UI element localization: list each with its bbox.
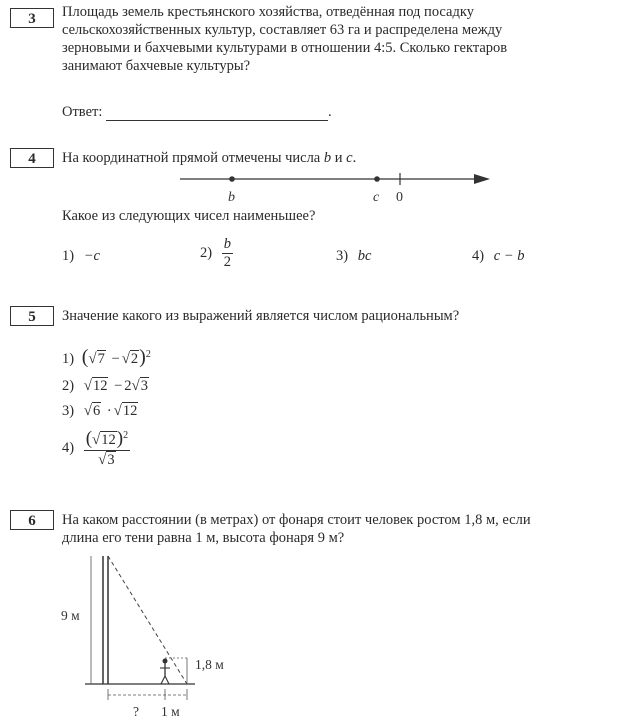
task-4-option-2[interactable] bbox=[200, 236, 233, 271]
answer-end-dot: . bbox=[328, 104, 332, 120]
task-6-line-1: На каком расстоянии (в метрах) от фонаря стоит человек ростом 1,8 м, если bbox=[62, 512, 531, 528]
fraction-denominator: √3 bbox=[98, 452, 115, 468]
option-number: 4) bbox=[62, 440, 75, 456]
sqrt-symbol: √ bbox=[131, 378, 140, 394]
task-number-4: 4 bbox=[10, 148, 54, 168]
task-number-5: 5 bbox=[10, 306, 54, 326]
fraction-expression bbox=[84, 428, 130, 469]
task-5-option-3[interactable] bbox=[62, 402, 138, 420]
person-head bbox=[163, 659, 168, 664]
task-number-6: 6 bbox=[10, 510, 54, 530]
radicand: 3 bbox=[107, 452, 115, 468]
option-number: 1) bbox=[62, 351, 75, 367]
answer-line bbox=[62, 104, 332, 121]
sqrt-symbol: √ bbox=[113, 403, 122, 419]
radicand: 6 bbox=[92, 403, 101, 419]
task-5-prompt: Значение какого из выражений является числом рациональным? bbox=[62, 308, 460, 324]
task-5-option-2[interactable] bbox=[62, 377, 149, 395]
dot-operator: · bbox=[106, 403, 112, 419]
number-line bbox=[170, 168, 500, 208]
label-question: ? bbox=[133, 704, 139, 719]
task-4-question: Какое из следующих чисел наименьшее? bbox=[62, 208, 316, 224]
sqrt-symbol: √ bbox=[83, 403, 92, 419]
label-1-8m: 1,8 м bbox=[195, 657, 224, 672]
task-3-line-3: зерновыми и бахчевыми культурами в отношении 4:5. Сколько гектаров bbox=[62, 40, 508, 56]
radicand: 12 bbox=[92, 378, 108, 394]
minus-sign: − bbox=[111, 351, 120, 367]
minus-sign: − bbox=[114, 378, 123, 394]
option-number: 2) bbox=[62, 378, 75, 394]
option-number: 1) bbox=[62, 248, 75, 264]
answer-label: Ответ: bbox=[62, 104, 103, 120]
task-4-option-3[interactable] bbox=[336, 248, 371, 265]
fraction-numerator: $(√12)^2$ bbox=[85, 428, 129, 449]
lamp-diagram bbox=[55, 548, 255, 724]
option-expression: c − b bbox=[493, 248, 525, 264]
task-3-line-4: занимают бахчевые культуры? bbox=[62, 58, 251, 74]
option-number: 4) bbox=[472, 248, 485, 264]
option-expression: −c bbox=[83, 248, 100, 264]
option-number: 2) bbox=[200, 245, 213, 261]
task-4-dot: . bbox=[352, 150, 357, 166]
task-4-prompt bbox=[62, 150, 356, 167]
task-3-line-2: сельскохозяйственных культур, составляет 63 га и распределена между bbox=[62, 22, 503, 38]
axis-label-0: 0 bbox=[396, 190, 403, 205]
answer-field[interactable] bbox=[106, 106, 328, 121]
number-line-arrow bbox=[474, 174, 490, 184]
task-4-option-4[interactable] bbox=[472, 248, 524, 265]
sqrt-symbol: √ bbox=[88, 351, 97, 367]
radicand: 2 bbox=[130, 351, 139, 367]
option-expression: bc bbox=[357, 248, 372, 264]
person-leg-left bbox=[161, 676, 165, 684]
task-4-and: и bbox=[334, 150, 343, 166]
task-4-var-c: c bbox=[346, 150, 353, 166]
task-4-option-1[interactable] bbox=[62, 248, 100, 265]
exponent: 2 bbox=[123, 430, 129, 442]
radicand: 12 bbox=[101, 432, 116, 448]
person-leg-right bbox=[165, 676, 169, 684]
task-number-3: 3 bbox=[10, 8, 54, 28]
radicand: 12 bbox=[122, 403, 138, 419]
task-3-line-1: Площадь земель крестьянского хозяйства, отведённая под посадку bbox=[62, 4, 474, 20]
label-1m: 1 м bbox=[161, 704, 180, 719]
sqrt-symbol: √ bbox=[83, 378, 92, 394]
sqrt-symbol: √ bbox=[121, 351, 130, 367]
axis-label-b: b bbox=[228, 190, 235, 205]
task-6-line-2: длина его тени равна 1 м, высота фонаря 9 м? bbox=[62, 530, 345, 546]
coefficient: 2 bbox=[124, 378, 132, 394]
task-4-var-b: b bbox=[323, 150, 332, 166]
fraction-b-over-2 bbox=[222, 236, 233, 271]
fraction-numerator: b bbox=[223, 236, 231, 252]
exponent: 2 bbox=[145, 349, 151, 361]
point-c bbox=[374, 176, 380, 182]
radicand: 3 bbox=[140, 378, 148, 394]
light-ray bbox=[108, 556, 187, 684]
point-b bbox=[229, 176, 235, 182]
option-number: 3) bbox=[336, 248, 349, 264]
label-9m: 9 м bbox=[61, 608, 80, 623]
axis-label-c: c bbox=[373, 190, 380, 205]
task-4-prompt-text: На координатной прямой отмечены числа bbox=[62, 150, 321, 166]
task-5-option-4[interactable] bbox=[62, 428, 130, 469]
paren-close: ) bbox=[139, 346, 146, 368]
fraction-denominator: 2 bbox=[223, 254, 231, 270]
task-5-option-1[interactable] bbox=[62, 346, 151, 369]
paren-open: ( bbox=[81, 346, 89, 368]
radicand: 7 bbox=[97, 351, 105, 367]
option-number: 3) bbox=[62, 403, 75, 419]
